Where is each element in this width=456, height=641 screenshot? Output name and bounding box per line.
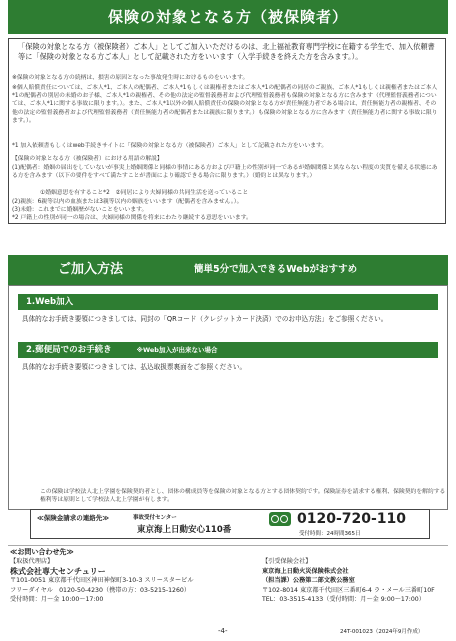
agent-address: 〒101-0051 東京都千代田区神田神保町3-10-3 スリースタービル: [10, 577, 194, 584]
page-header: 保険の対象となる方（被保険者）: [8, 0, 448, 34]
agent-label: 【取扱代理店】: [10, 558, 54, 565]
claim-hours: 受付時間：24時間365日: [299, 531, 361, 537]
method-label: 2.郵便局でのお手続き: [26, 345, 112, 355]
document-code: 24T-001023（2024年9月作成）: [340, 629, 424, 635]
insurer-address: 〒102-8014 東京都千代田区三番町6-4 ラ・メール三番町10F: [262, 586, 435, 594]
claim-center-label: 事故受付センター: [133, 515, 177, 521]
note-item: ①婚姻意思を有すること*2 ②同居により夫婦同様の共同生活を送っていること: [40, 190, 249, 196]
note-item: *2 戸籍上の性別が同一の場合は、夫婦同様の関係を将来にわたり継続する意思をいいます。: [12, 215, 252, 221]
agent-info: [10, 557, 194, 605]
claim-center-name: 東京海上日動安心110番: [137, 525, 232, 535]
enrollment-section-bar: [8, 255, 448, 285]
note-item: *1 加入依頼書もしくはweb手続きサイトに「保険の対象となる方（被保険者）ご本人」として記載された方をいいます。: [12, 143, 328, 149]
method-label: 1.Web加入: [26, 297, 74, 307]
enrollment-subtitle: 簡単5分で加入できるWebがおすすめ: [194, 264, 358, 275]
note-item: ※保険の対象となる方の続柄は、損害の原因となった事故発生時におけるものをいいます。: [12, 75, 249, 81]
agent-hours: 受付時間：月～金 10:00～17:00: [10, 596, 104, 603]
method-post-bar: [18, 342, 438, 358]
agent-name: 株式会社専大センチュリー: [10, 566, 106, 576]
claim-phone[interactable]: 0120-720-110: [297, 511, 407, 527]
divider: [8, 545, 448, 546]
method-note: ※Web加入が出来ない場合: [136, 346, 218, 354]
method-web-bar: [18, 294, 438, 310]
insurer-name: 東京海上日動火災保険株式会社: [262, 567, 349, 575]
agent-phone[interactable]: フリーダイヤル 0120-50-4230（携帯の方：03-5215-1260）: [10, 586, 191, 594]
note-item: (2)親族：6親等以内の血族または3親等以内の姻族をいいます（配偶者を含みません。）。: [12, 199, 243, 205]
contact-title: ≪お問い合わせ先≫: [10, 548, 74, 556]
note-item: 【保険の対象となる方（被保険者）における用語の解説】: [12, 156, 163, 162]
insured-note: この保険は学校法人北上学園を保険契約者とし、団体の構成員等を保険の対象となる方とする団体契約です。保険証券を請求する権利、保険契約を解約する権利等は原則として学校法人北上学園が有します。: [40, 489, 446, 503]
insurer-label: 【引受保険会社】: [262, 558, 312, 565]
note-item: (3)未婚：これまでに婚姻歴がないことをいいます。: [12, 207, 148, 213]
method-post-text: 具体的なお手続き要領につきましては、払込取扱票裏面をご参照ください。: [22, 363, 247, 371]
note-item: (1)配偶者：婚姻の届出をしていないが事実上婚姻関係と同様の事情にある方および戸籍上の性別が同一であるが婚姻関係と異ならない程度の実質を備える状態にある方を含みます（以下の要件をすべて満たすことが書面により確認できる場合に限ります。）（婚約とは異なります。）: [12, 165, 438, 180]
page-number: -4-: [218, 627, 228, 635]
method-web-text: 具体的なお手続き要領につきましては、同封の「QRコード（クレジットカード決済）でのお申込方法」をご参照ください。: [22, 315, 388, 323]
intro-text: 「保険の対象となる方（被保険者）ご本人」としてご加入いただけるのは、北上福祉教育専門学校に在籍する学生で、加入依頼書等に「保険の対象となる方ご本人」として記載された方をいいます（入学手続きを終えた方を含みます。）。: [18, 42, 435, 61]
claim-contact-box: [30, 509, 430, 539]
insurer-info: [262, 557, 435, 605]
insurer-phone[interactable]: TEL：03-3515-4133（受付時間：月～金 9:00～17:00）: [262, 596, 425, 603]
enrollment-title: ご加入方法: [58, 262, 124, 277]
insurer-dept: （担当課）公務第二部文教公務室: [262, 577, 355, 584]
note-item: ※個人賠償責任については、ご本人*1、ご本人の配偶者、ご本人*1もしくは親権者またはご本人*1の配偶者の同居のご親族、ご本人*1もしくは親権者またはご本人*1の配偶者の別居の未婚のお子様、ご本人*1の親権者、その他の法定の監督義務者および代理監督義務者も保険の対象となる方に含みます（代理監督義務者については、ご本人*1に関する事故に限ります。）。また、ご本人*1以外の個人賠償責任の保険の対象となる方が責任無能力者である場合は、責任無能力者の親権者、その他の法定の監督義務者および代理監督義務者（責任無能力者の配偶者または親族に限ります。）も保険の対象となる方に含みます（責任無能力者に関する事故に限ります。）。: [12, 85, 438, 124]
claim-label: ≪保険金請求の連絡先≫: [37, 514, 110, 522]
free-dial-icon: [269, 512, 291, 526]
